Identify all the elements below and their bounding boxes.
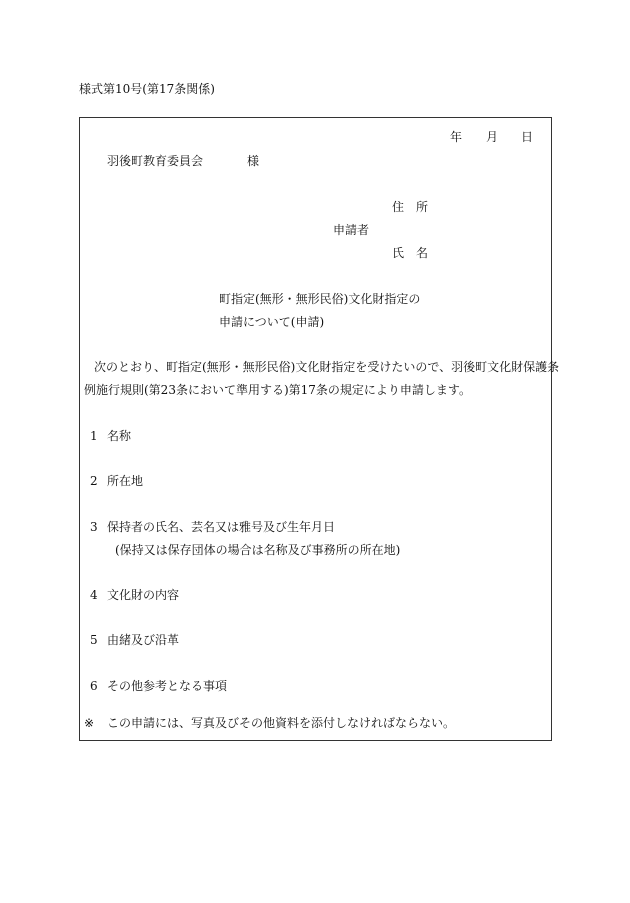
date-year-label: 年 [450,130,463,144]
item-1-number: 1 [90,429,98,443]
item-4-text: 文化財の内容 [107,588,180,602]
note-mark: ※ [84,716,95,730]
date-month-label: 月 [486,130,499,144]
applicant-name-label: 氏 名 [392,246,429,260]
item-1-text: 名称 [107,429,132,443]
body-text-line1: 次のとおり、町指定(無形・無形民俗)文化財指定を受けたいので、羽後町文化財保護条 [94,360,560,374]
item-6-text: その他参考となる事項 [107,679,228,693]
item-2-text: 所在地 [107,474,144,488]
applicant-label: 申請者 [333,223,370,237]
applicant-address-label: 住 所 [392,200,429,214]
addressee-name: 羽後町教育委員会 [107,154,204,168]
item-3-number: 3 [90,520,98,534]
note-text: この申請には、写真及びその他資料を添付しなければならない。 [107,716,456,730]
addressee-honorific: 様 [247,154,260,168]
item-3-text: 保持者の氏名、芸名又は雅号及び生年月日 [107,520,336,534]
item-6-number: 6 [90,679,98,693]
item-2-number: 2 [90,474,98,488]
form-number: 様式第10号(第17条関係) [79,82,215,96]
date-day-label: 日 [521,130,534,144]
item-5-number: 5 [90,633,98,647]
application-form-box [79,117,552,741]
item-4-number: 4 [90,588,98,602]
body-text-line2: 例施行規則(第23条において準用する)第17条の規定により申請します。 [84,383,471,397]
item-5-text: 由緒及び沿革 [107,633,180,647]
item-3-subtext: (保持又は保存団体の場合は名称及び事務所の所在地) [115,543,401,557]
document-title-line2: 申請について(申請) [219,315,325,329]
document-title-line1: 町指定(無形・無形民俗)文化財指定の [219,292,421,306]
